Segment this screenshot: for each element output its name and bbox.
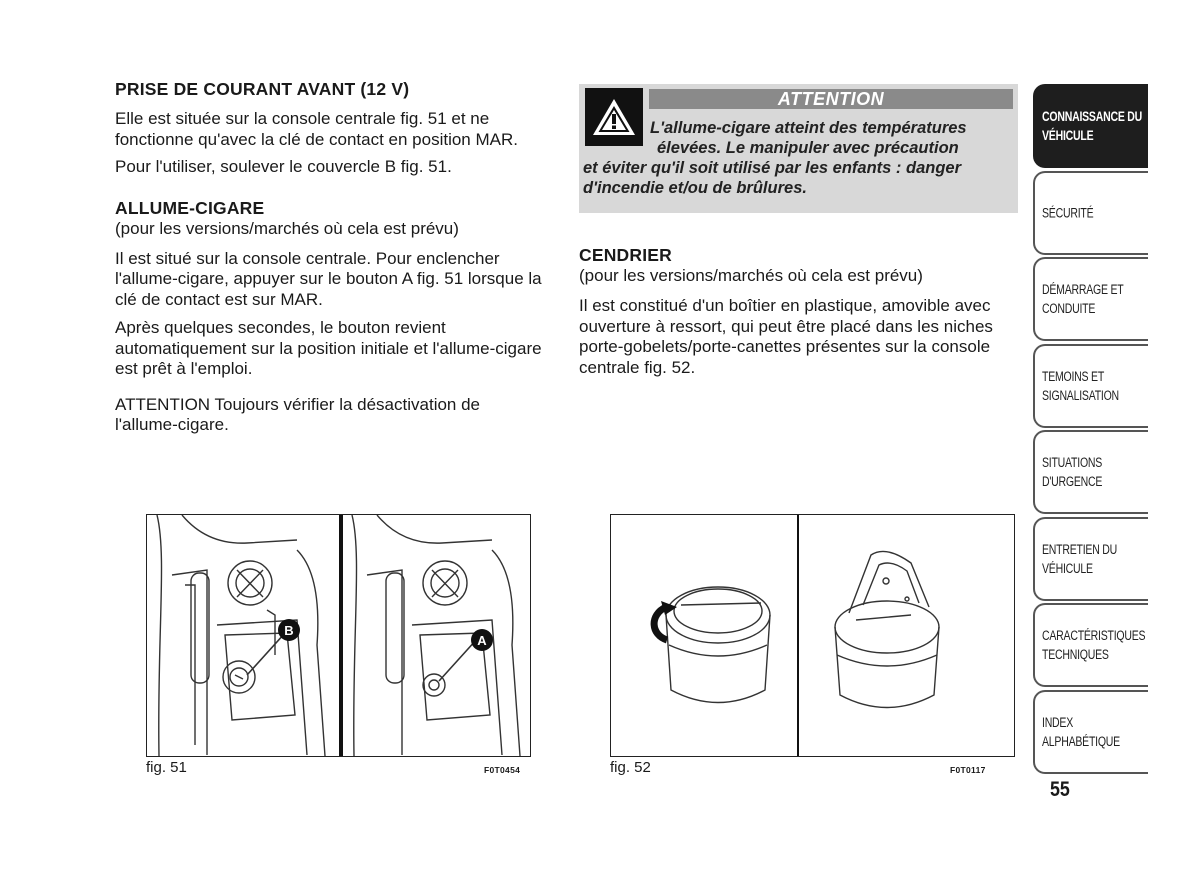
subheading-allume-cigare: (pour les versions/marchés où cela est prévu) xyxy=(115,218,459,238)
chapter-tabs xyxy=(1033,84,1148,776)
figure-51-code: F0T0454 xyxy=(484,765,521,775)
paragraph-allume-2: Après quelques secondes, le bouton revient automatiquement sur la position initiale et l'allume-cigare est prêt à l'emploi. xyxy=(115,318,542,378)
figure-label-a: A xyxy=(477,633,487,648)
paragraph-prise-2: Pour l'utiliser, soulever le couvercle B fig. 51. xyxy=(115,157,452,176)
warning-rest: et éviter qu'il soit utilisé par les enfants : danger d'incendie et/ou de brûlures. xyxy=(583,159,962,197)
paragraph-allume-3: ATTENTION Toujours vérifier la désactivation de l'allume-cigare. xyxy=(115,394,481,434)
figure-52-caption: fig. 52 xyxy=(610,759,651,776)
tab-caracteristiques-techniques[interactable] xyxy=(1033,603,1148,687)
tab-label: SÉCURITÉ xyxy=(1042,205,1094,220)
heading-allume-cigare: ALLUME-CIGARE xyxy=(115,197,265,218)
tab-situations-urgence[interactable] xyxy=(1033,430,1148,514)
heading-cendrier: CENDRIER xyxy=(579,245,672,265)
tab-label: CARACTÉRISTIQUES TECHNIQUES xyxy=(1042,628,1146,662)
paragraph-prise-1: Elle est située sur la console centrale fig. 51 et ne fonctionne qu'avec la clé de contact en position MAR. xyxy=(115,109,518,149)
tab-temoins-signalisation[interactable] xyxy=(1033,344,1148,428)
figure-51-illustration xyxy=(146,514,531,757)
warning-box xyxy=(579,84,1018,213)
tab-label: SITUATIONS D'URGENCE xyxy=(1042,455,1103,489)
page-number: 55 xyxy=(1050,778,1070,801)
tab-securite[interactable] xyxy=(1033,171,1148,255)
figure-52-code: F0T0117 xyxy=(950,765,986,775)
figure-51-caption: fig. 51 xyxy=(146,759,187,776)
paragraph-cendrier: Il est constitué d'un boîtier en plastique, amovible avec ouverture à ressort, qui peut être placé dans les niches porte-gobelets/porte-canettes présentes sur la console centrale fig. 52. xyxy=(579,296,993,377)
tab-index-alphabetique[interactable] xyxy=(1033,690,1148,774)
tab-connaissance-vehicule[interactable] xyxy=(1033,84,1148,168)
figure-label-b: B xyxy=(284,623,294,638)
warning-line-1: L'allume-cigare atteint des températures xyxy=(650,119,967,137)
tab-demarrage-conduite[interactable] xyxy=(1033,257,1148,341)
tab-entretien-vehicule[interactable] xyxy=(1033,517,1148,601)
warning-line-2: élevées. Le manipuler avec précaution xyxy=(657,139,959,157)
left-column xyxy=(115,78,545,436)
right-column xyxy=(579,244,1019,378)
warning-title: ATTENTION xyxy=(649,89,1013,109)
heading-prise-courant: PRISE DE COURANT AVANT (12 V) xyxy=(115,79,410,99)
tab-label: INDEX ALPHABÉTIQUE xyxy=(1042,714,1120,749)
tab-label: DÉMARRAGE ET CONDUITE xyxy=(1042,282,1124,316)
tab-label: CONNAISSANCE DU VÉHICULE xyxy=(1042,109,1143,143)
paragraph-allume-1: Il est situé sur la console centrale. Pour enclencher l'allume-cigare, appuyer sur le bouton A fig. 51 lorsque la clé de contact est sur MAR. xyxy=(115,248,542,309)
subheading-cendrier: (pour les versions/marchés où cela est prévu) xyxy=(579,266,923,285)
tab-label: TEMOINS ET SIGNALISATION xyxy=(1042,368,1119,403)
figure-52-illustration xyxy=(610,514,1015,757)
warning-text xyxy=(583,118,1013,198)
tab-label: ENTRETIEN DU VÉHICULE xyxy=(1042,541,1118,576)
